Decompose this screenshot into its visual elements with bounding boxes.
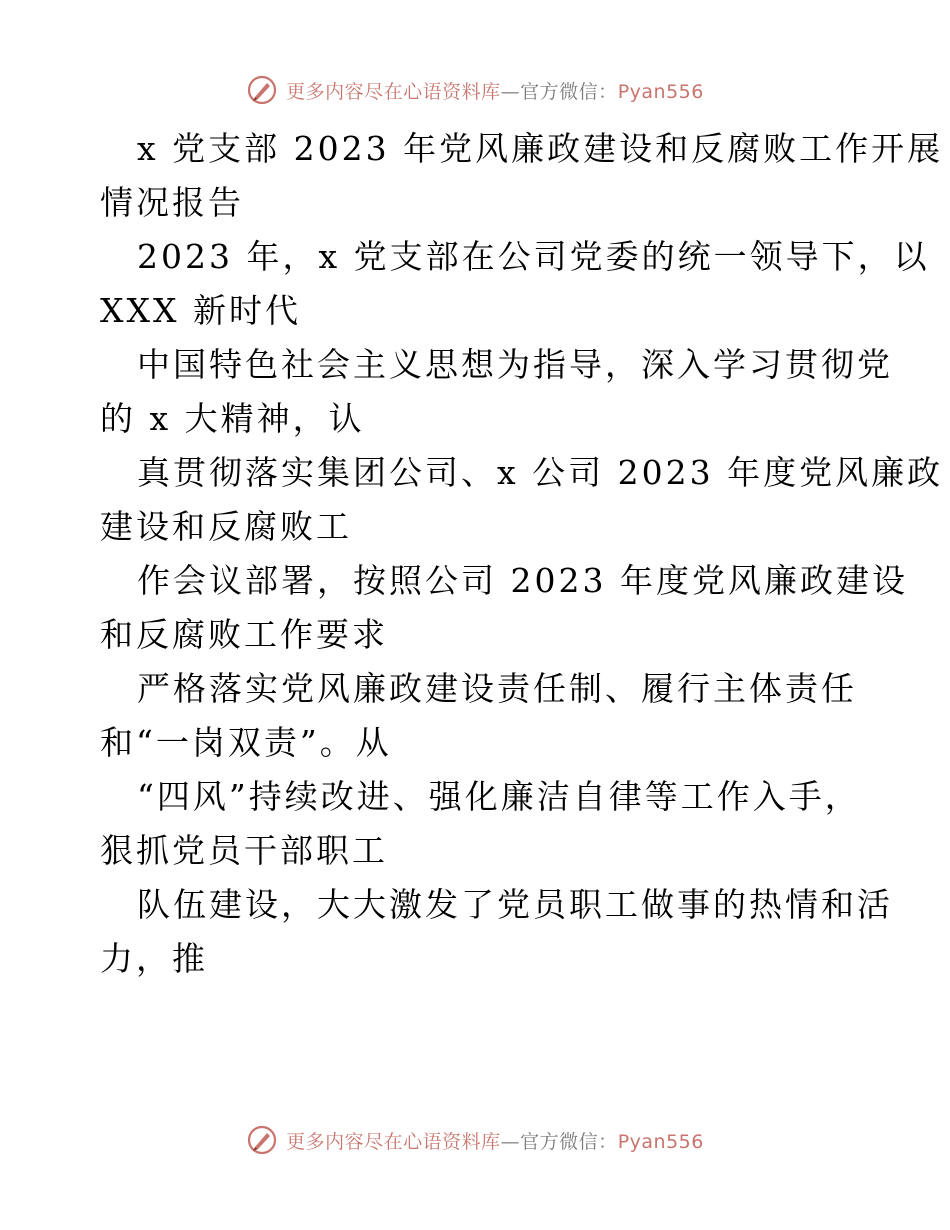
paragraph <box>100 878 893 986</box>
paragraph <box>100 338 893 446</box>
text-line: 中国特色社会主义思想为指导，深入学习贯彻党 <box>137 345 893 384</box>
text-line: 建设和反腐败工 <box>100 507 352 546</box>
text-line: 狠抓党员干部职工 <box>100 831 388 870</box>
footer-watermark <box>0 1120 950 1160</box>
text-line: XXX 新时代 <box>100 291 301 330</box>
quill-pen-logo-icon <box>246 74 278 106</box>
paragraph-title <box>100 122 944 230</box>
text-line: 队伍建设，大大激发了党员职工做事的热情和活 <box>137 885 893 924</box>
text-line: x 党支部 2023 年党风廉政建设和反腐败工作开展 <box>137 129 944 168</box>
paragraph <box>100 446 944 554</box>
text-line: “四风”持续改进、强化廉洁自律等工作入手， <box>137 777 861 816</box>
watermark-text <box>286 1127 704 1154</box>
watermark-main: 更多内容尽在心语资料库 <box>286 80 501 103</box>
text-line: 和反腐败工作要求 <box>100 615 388 654</box>
watermark-separator: — <box>500 1130 521 1153</box>
paragraph <box>100 662 860 770</box>
watermark-label: 官方微信： <box>520 80 618 103</box>
paragraph <box>100 554 908 662</box>
text-line: 真贯彻落实集团公司、x 公司 2023 年度党风廉政 <box>137 453 944 492</box>
document-body <box>100 122 944 986</box>
text-line: 情况报告 <box>100 183 244 222</box>
watermark-wechat-id: Pyan556 <box>617 1130 704 1153</box>
quill-pen-logo-icon <box>246 1124 278 1156</box>
paragraph <box>100 230 930 338</box>
text-line: 作会议部署，按照公司 2023 年度党风廉政建设 <box>137 561 908 600</box>
watermark-wechat-id: Pyan556 <box>617 80 704 103</box>
header-watermark <box>0 70 950 110</box>
paragraph <box>100 770 860 878</box>
text-line: 和“一岗双责”。从 <box>100 723 392 762</box>
watermark-label: 官方微信： <box>520 1130 618 1153</box>
text-line: 的 x 大精神，认 <box>100 399 365 438</box>
watermark-text <box>286 77 704 104</box>
watermark-separator: — <box>500 80 521 103</box>
text-line: 2023 年，x 党支部在公司党委的统一领导下，以 <box>137 237 930 276</box>
watermark-main: 更多内容尽在心语资料库 <box>286 1130 501 1153</box>
text-line: 严格落实党风廉政建设责任制、履行主体责任 <box>137 669 857 708</box>
text-line: 力，推 <box>100 939 208 978</box>
